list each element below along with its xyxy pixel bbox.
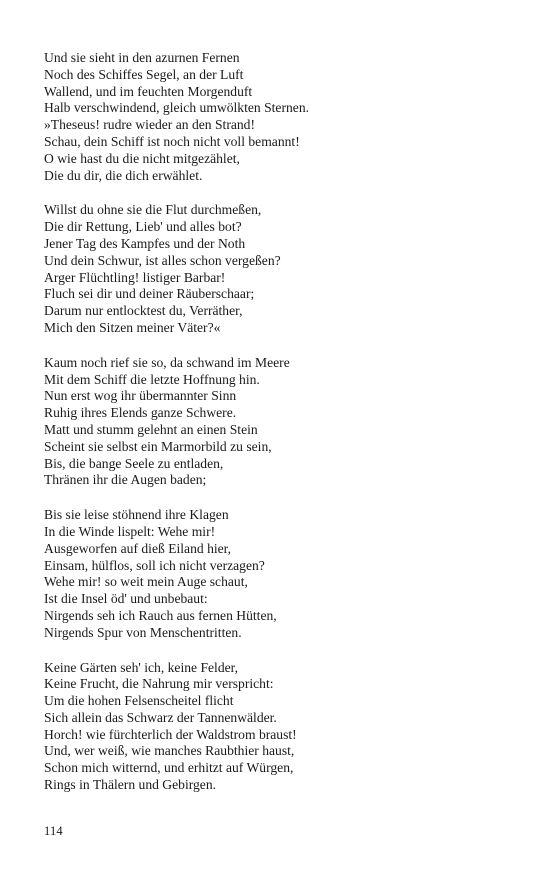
poem-line: Matt und stumm gelehnt an einen Stein <box>44 421 258 437</box>
poem-line: Mich den Sitzen meiner Väter?« <box>44 319 221 335</box>
poem-line: Jener Tag des Kampfes und der Noth <box>44 235 246 251</box>
poem-line: Bis, die bange Seele zu entladen, <box>44 455 224 471</box>
poem-line: Und, wer weiß, wie manches Raubthier haust, <box>44 743 295 759</box>
poem-line: Wehe mir! so weit mein Auge schaut, <box>44 574 248 590</box>
poem-line: Die du dir, die dich erwählet. <box>44 167 203 183</box>
stanza-3 <box>44 355 514 489</box>
poem-line: Schau, dein Schiff ist noch nicht voll bemannt! <box>44 133 300 149</box>
poem-line: Nirgends seh ich Rauch aus fernen Hütten, <box>44 607 277 623</box>
stanza-5 <box>44 660 514 794</box>
poem-line: Wallend, und im feuchten Morgenduft <box>44 83 253 99</box>
poem-line: Die dir Rettung, Lieb' und alles bot? <box>44 219 242 235</box>
poem-line: Scheint sie selbst ein Marmorbild zu sein, <box>44 438 272 454</box>
poem-line: Arger Flüchtling! listiger Barbar! <box>44 269 226 285</box>
stanza-1 <box>44 50 514 184</box>
poem-line: Mit dem Schiff die letzte Hoffnung hin. <box>44 371 260 387</box>
poem-line: Nun erst wog ihr übermannter Sinn <box>44 388 237 404</box>
poem-line: Willst du ohne sie die Flut durchmeßen, <box>44 202 262 218</box>
poem-line: Schon mich witternd, und erhitzt auf Würgen, <box>44 760 294 776</box>
poem-line: Rings in Thälern und Gebirgen. <box>44 777 217 793</box>
poem-line: Horch! wie fürchterlich der Waldstrom braust! <box>44 726 297 742</box>
poem-line: Um die hohen Felsenscheitel flicht <box>44 693 234 709</box>
poem-line: Thränen ihr die Augen baden; <box>44 472 207 488</box>
poem-line: »Theseus! rudre wieder an den Strand! <box>44 117 256 133</box>
page-number: 114 <box>44 824 63 838</box>
poem-line: Halb verschwindend, gleich umwölkten Sternen. <box>44 100 310 116</box>
poem-line: Keine Gärten seh' ich, keine Felder, <box>44 659 239 675</box>
poem-line: O wie hast du die nicht mitgezählet, <box>44 150 240 166</box>
poem-line: Und dein Schwur, ist alles schon vergeßen? <box>44 252 281 268</box>
stanza-4 <box>44 507 514 641</box>
poem-line: Ausgeworfen auf dieß Eiland hier, <box>44 540 232 556</box>
poem-line: Und sie sieht in den azurnen Fernen <box>44 50 240 65</box>
poem-line: Noch des Schiffes Segel, an der Luft <box>44 66 244 82</box>
poem-text <box>44 50 514 812</box>
stanza-2 <box>44 202 514 336</box>
poem-line: Darum nur entlocktest du, Verräther, <box>44 303 243 319</box>
poem-line: Sich allein das Schwarz der Tannenwälder. <box>44 709 277 725</box>
poem-line: In die Winde lispelt: Wehe mir! <box>44 523 216 539</box>
poem-line: Ruhig ihres Elends ganze Schwere. <box>44 405 237 421</box>
poem-line: Bis sie leise stöhnend ihre Klagen <box>44 507 229 523</box>
poem-line: Einsam, hülflos, soll ich nicht verzagen? <box>44 557 265 573</box>
poem-line: Keine Frucht, die Nahrung mir verspricht: <box>44 676 274 692</box>
poem-line: Kaum noch rief sie so, da schwand im Meere <box>44 354 290 370</box>
poem-line: Fluch sei dir und deiner Räuberschaar; <box>44 286 255 302</box>
poem-line: Nirgends Spur von Menschentritten. <box>44 624 242 640</box>
poem-line: Ist die Insel öd' und unbebaut: <box>44 591 208 607</box>
